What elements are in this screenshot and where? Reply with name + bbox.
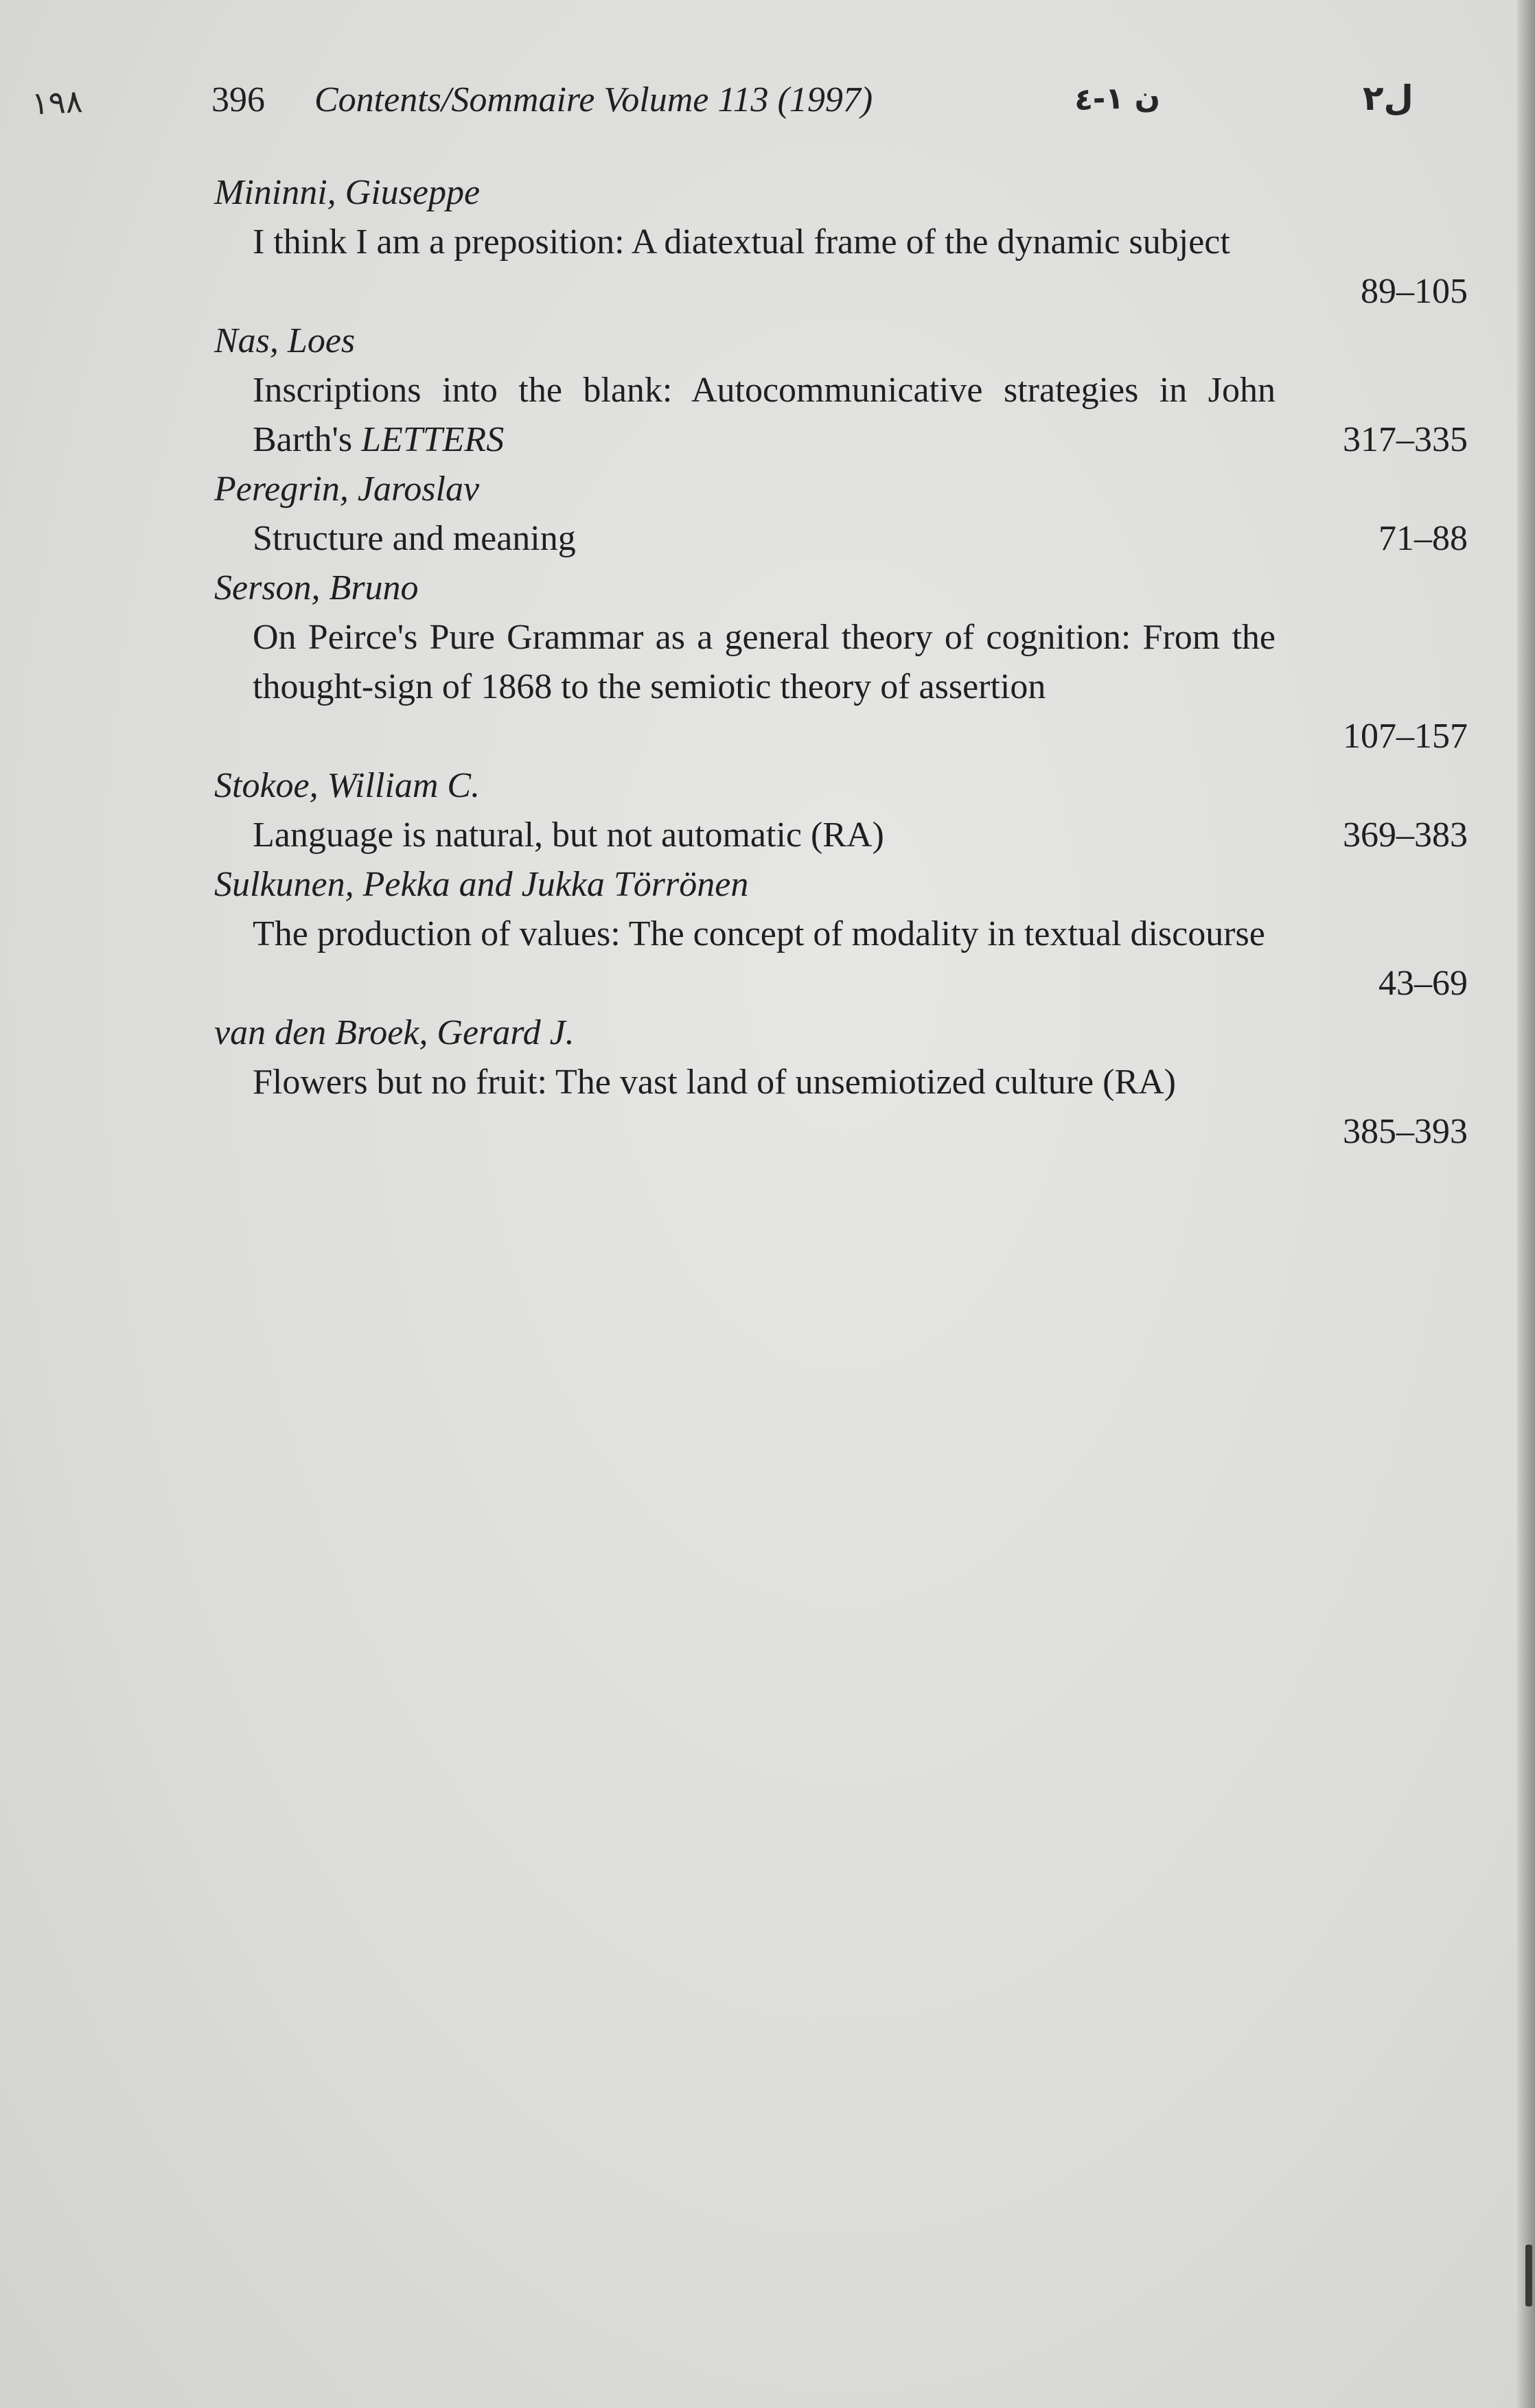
page-edge-shadow — [1517, 0, 1535, 2408]
contents-entry — [0, 1008, 1535, 1157]
entry-title — [253, 366, 1276, 465]
entry-title: Flowers but no fruit: The vast land of unsemiotized culture (RA) — [253, 1063, 1176, 1102]
entry-pages: 385–393 — [1343, 1112, 1468, 1151]
entry-title: I think I am a preposition: A diatextual frame of the dynamic subject — [253, 222, 1230, 262]
entry-author: Peregrin, Jaroslav — [214, 470, 480, 509]
entry-title: On Peirce's Pure Grammar as a general theory of cognition: From the thought-sign of 1868 to the semiotic theory of assertion — [253, 618, 1276, 706]
contents-entry — [0, 860, 1535, 1008]
page-header — [0, 77, 1535, 125]
entry-title-row — [253, 910, 1468, 1008]
entry-title-text: Inscriptions into the blank: Autocommunicative strategies in John Barth's — [253, 371, 1276, 459]
entry-pages: 89–105 — [1361, 272, 1468, 311]
entry-title-italic: LETTERS — [361, 420, 505, 459]
contents-entry — [0, 316, 1535, 465]
entry-title-row — [253, 218, 1468, 316]
entry-title-row — [253, 1058, 1468, 1157]
handwritten-issue-note: ن ١-٤ — [1074, 79, 1161, 118]
entry-title-row — [253, 811, 1468, 860]
entry-title: Language is natural, but not automatic (RA) — [253, 815, 884, 855]
entry-author: van den Broek, Gerard J. — [214, 1013, 575, 1052]
entry-author: Stokoe, William C. — [214, 766, 481, 805]
entry-pages: 107–157 — [1343, 717, 1468, 756]
entry-title-row — [253, 613, 1468, 761]
entry-author: Mininni, Giuseppe — [214, 173, 481, 212]
entry-title-row — [253, 514, 1468, 564]
entry-pages: 71–88 — [1378, 519, 1468, 558]
contents-list — [0, 168, 1535, 1157]
running-title: Contents/Sommaire Volume 113 (1997) — [314, 80, 873, 119]
contents-entry — [0, 761, 1535, 860]
entry-pages: 317–335 — [1343, 420, 1468, 459]
binding-clip-mark — [1525, 2245, 1532, 2306]
entry-pages: 43–69 — [1378, 964, 1468, 1003]
entry-title-row — [253, 366, 1468, 465]
entry-author: Nas, Loes — [214, 321, 356, 360]
contents-entry — [0, 168, 1535, 316]
contents-entry — [0, 465, 1535, 564]
entry-author: Serson, Bruno — [214, 568, 419, 607]
entry-title: Structure and meaning — [253, 519, 576, 558]
page-number: 396 — [211, 80, 265, 119]
entry-author: Sulkunen, Pekka and Jukka Törrönen — [214, 865, 749, 904]
handwritten-corner-note: ل٢ — [1363, 78, 1413, 118]
handwritten-margin-note: ١٩٨ — [30, 82, 84, 122]
entry-pages: 369–383 — [1343, 815, 1468, 855]
contents-entry — [0, 564, 1535, 761]
entry-title: The production of values: The concept of modality in textual discourse — [253, 914, 1265, 953]
